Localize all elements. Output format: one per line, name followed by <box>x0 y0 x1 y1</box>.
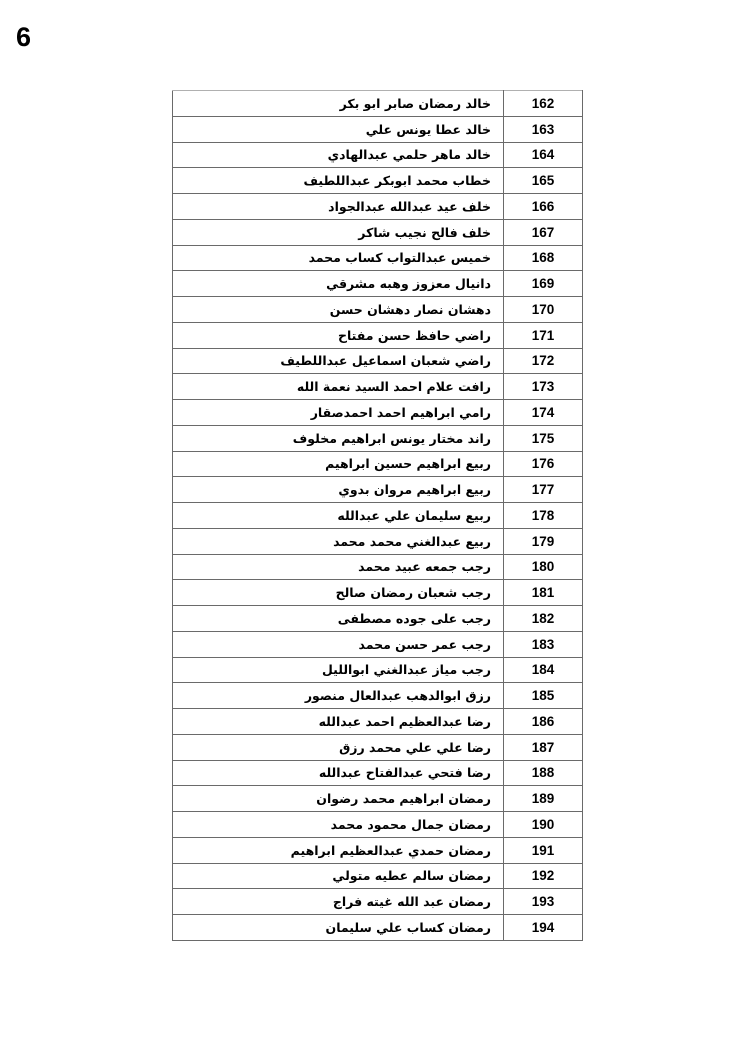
serial-number-cell: 168 <box>504 245 583 271</box>
serial-number-cell: 171 <box>504 322 583 348</box>
person-name-cell: خالد رمضان صابر ابو بكر <box>173 91 504 117</box>
person-name-cell: خالد ماهر حلمي عبدالهادي <box>173 142 504 168</box>
serial-number-cell: 167 <box>504 219 583 245</box>
person-name-cell: رمضان ابراهيم محمد رضوان <box>173 786 504 812</box>
table-row <box>173 528 583 554</box>
serial-number-cell: 181 <box>504 580 583 606</box>
table-row <box>173 374 583 400</box>
table-row <box>173 503 583 529</box>
table-row <box>173 709 583 735</box>
serial-number-cell: 186 <box>504 709 583 735</box>
person-name-cell: رامي ابراهيم احمد احمدصقار <box>173 400 504 426</box>
table-row <box>173 271 583 297</box>
table-row <box>173 683 583 709</box>
person-name-cell: ربيع ابراهيم مروان بدوي <box>173 477 504 503</box>
person-name-cell: ربيع ابراهيم حسين ابراهيم <box>173 451 504 477</box>
table-row <box>173 451 583 477</box>
serial-number-cell: 166 <box>504 194 583 220</box>
serial-number-cell: 162 <box>504 91 583 117</box>
table-row <box>173 580 583 606</box>
serial-number-cell: 193 <box>504 889 583 915</box>
person-name-cell: رضا علي علي محمد رزق <box>173 734 504 760</box>
table-row <box>173 812 583 838</box>
table-row <box>173 760 583 786</box>
table-row <box>173 425 583 451</box>
serial-number-cell: 178 <box>504 503 583 529</box>
person-name-cell: رجب عمر حسن محمد <box>173 631 504 657</box>
serial-number-cell: 194 <box>504 915 583 941</box>
table-row <box>173 786 583 812</box>
person-name-cell: رافت علام احمد السيد نعمة الله <box>173 374 504 400</box>
serial-number-cell: 183 <box>504 631 583 657</box>
person-name-cell: ربيع سليمان علي عبدالله <box>173 503 504 529</box>
person-name-cell: راضي حافظ حسن مفتاح <box>173 322 504 348</box>
person-name-cell: خلف فالح نجيب شاكر <box>173 219 504 245</box>
serial-number-cell: 180 <box>504 554 583 580</box>
serial-number-cell: 179 <box>504 528 583 554</box>
person-name-cell: رجب مياز عبدالغني ابوالليل <box>173 657 504 683</box>
serial-number-cell: 176 <box>504 451 583 477</box>
table-row <box>173 219 583 245</box>
serial-number-cell: 189 <box>504 786 583 812</box>
person-name-cell: دهشان نصار دهشان حسن <box>173 297 504 323</box>
names-table <box>172 90 583 941</box>
person-name-cell: خالد عطا يونس علي <box>173 116 504 142</box>
serial-number-cell: 185 <box>504 683 583 709</box>
person-name-cell: راند مختار يونس ابراهيم مخلوف <box>173 425 504 451</box>
serial-number-cell: 170 <box>504 297 583 323</box>
serial-number-cell: 182 <box>504 606 583 632</box>
person-name-cell: رضا فتحي عبدالفتاح عبدالله <box>173 760 504 786</box>
person-name-cell: خطاب محمد ابوبكر عبداللطيف <box>173 168 504 194</box>
person-name-cell: خلف عيد عبدالله عبدالجواد <box>173 194 504 220</box>
serial-number-cell: 191 <box>504 837 583 863</box>
person-name-cell: رمضان عبد الله غيته فراج <box>173 889 504 915</box>
serial-number-cell: 187 <box>504 734 583 760</box>
serial-number-cell: 169 <box>504 271 583 297</box>
serial-number-cell: 174 <box>504 400 583 426</box>
person-name-cell: خميس عبدالتواب كساب محمد <box>173 245 504 271</box>
table-row <box>173 348 583 374</box>
table-row <box>173 477 583 503</box>
table-row <box>173 915 583 941</box>
table-row <box>173 168 583 194</box>
serial-number-cell: 163 <box>504 116 583 142</box>
table-row <box>173 322 583 348</box>
table-row <box>173 657 583 683</box>
table-row <box>173 245 583 271</box>
table-row <box>173 116 583 142</box>
person-name-cell: راضي شعبان اسماعيل عبداللطيف <box>173 348 504 374</box>
person-name-cell: رزق ابوالدهب عبدالعال منصور <box>173 683 504 709</box>
person-name-cell: رضا عبدالعظيم احمد عبدالله <box>173 709 504 735</box>
table-row <box>173 554 583 580</box>
person-name-cell: رمضان سالم عطيه متولي <box>173 863 504 889</box>
serial-number-cell: 192 <box>504 863 583 889</box>
table-row <box>173 889 583 915</box>
table-row <box>173 863 583 889</box>
table-row <box>173 297 583 323</box>
person-name-cell: رجب شعبان رمضان صالح <box>173 580 504 606</box>
table-row <box>173 194 583 220</box>
person-name-cell: رمضان كساب علي سليمان <box>173 915 504 941</box>
person-name-cell: رمضان حمدي عبدالعظيم ابراهيم <box>173 837 504 863</box>
serial-number-cell: 165 <box>504 168 583 194</box>
person-name-cell: رمضان جمال محمود محمد <box>173 812 504 838</box>
person-name-cell: رجب على جوده مصطفى <box>173 606 504 632</box>
person-name-cell: ربيع عبدالغني محمد محمد <box>173 528 504 554</box>
table-row <box>173 837 583 863</box>
table-row <box>173 734 583 760</box>
serial-number-cell: 172 <box>504 348 583 374</box>
person-name-cell: دانيال معزوز وهبه مشرقي <box>173 271 504 297</box>
person-name-cell: رجب جمعه عبيد محمد <box>173 554 504 580</box>
table-row <box>173 91 583 117</box>
serial-number-cell: 177 <box>504 477 583 503</box>
serial-number-cell: 188 <box>504 760 583 786</box>
table-row <box>173 631 583 657</box>
serial-number-cell: 184 <box>504 657 583 683</box>
serial-number-cell: 175 <box>504 425 583 451</box>
serial-number-cell: 190 <box>504 812 583 838</box>
names-table-body <box>173 91 583 941</box>
serial-number-cell: 164 <box>504 142 583 168</box>
table-row <box>173 606 583 632</box>
serial-number-cell: 173 <box>504 374 583 400</box>
page-number: 6 <box>16 22 32 52</box>
table-row <box>173 142 583 168</box>
table-row <box>173 400 583 426</box>
